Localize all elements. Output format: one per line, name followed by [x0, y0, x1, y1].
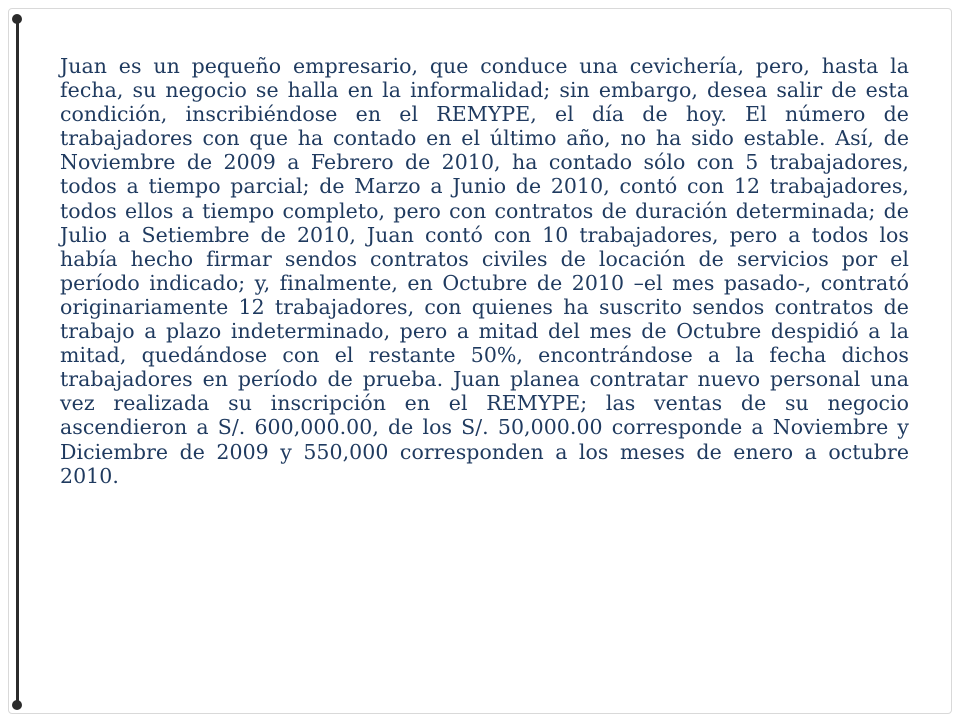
left-bar-bottom-dot	[12, 700, 22, 710]
left-decorative-bar	[16, 18, 19, 708]
left-bar-top-dot	[12, 14, 22, 24]
case-study-paragraph: Juan es un pequeño empresario, que conduce una cevichería, pero, hasta la fecha, su negocio se halla en la informalidad; sin embargo, desea salir de esta condición, inscribiéndose en el REMYPE, el día de hoy. El número de trabajadores con que ha contado en el último año, no ha sido estable. Así, de Noviembre de 2009 a Febrero de 2010, ha contado sólo con 5 trabajadores, todos a tiempo parcial; de Marzo a Junio de 2010, contó con 12 trabajadores, todos ellos a tiempo completo, pero con contratos de duración determinada; de Julio a Setiembre de 2010, Juan contó con 10 trabajadores, pero a todos los había hecho firmar sendos contratos civiles de locación de servicios por el período indicado; y, finalmente, en Octubre de 2010 –el mes pasado-, contrató originariamente 12 trabajadores, con quienes ha suscrito sendos contratos de trabajo a plazo indeterminado, pero a mitad del mes de Octubre despidió a la mitad, quedándose con el restante 50%, encontrándose a la fecha dichos trabajadores en período de prueba. Juan planea contratar nuevo personal una vez realizada su inscripción en el REMYPE; las ventas de su negocio ascendieron a S/. 600,000.00, de los S/. 50,000.00 corresponde a Noviembre y Diciembre de 2009 y 550,000 corresponden a los meses de enero a octubre 2010.	[60, 54, 909, 488]
